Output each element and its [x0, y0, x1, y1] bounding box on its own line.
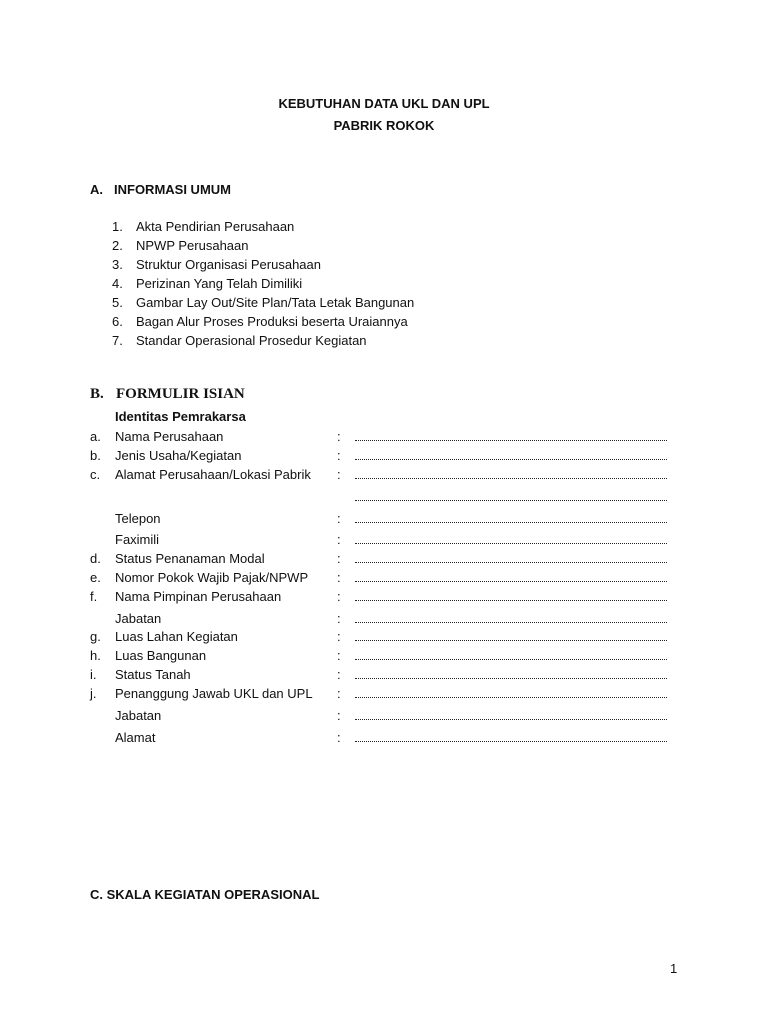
field-label: Nomor Pokok Wajib Pajak/NPWP [115, 570, 309, 585]
fill-in-blank[interactable] [355, 741, 667, 742]
field-letter: e. [90, 570, 101, 585]
list-item-number: 7. [112, 333, 123, 348]
fill-in-blank[interactable] [355, 719, 667, 720]
list-item-text: NPWP Perusahaan [136, 238, 249, 253]
section-a-letter: A. [90, 182, 103, 197]
page-number: 1 [670, 961, 678, 976]
field-colon: : [337, 708, 341, 723]
form-row [90, 647, 670, 665]
section-a-heading [90, 182, 231, 197]
field-label: Jenis Usaha/Kegiatan [115, 448, 242, 463]
field-label: Telepon [115, 511, 161, 526]
list-item-number: 5. [112, 295, 123, 310]
list-item [112, 217, 414, 236]
field-letter: i. [90, 667, 97, 682]
form-row [90, 685, 670, 703]
list-item-text: Bagan Alur Proses Produksi beserta Uraiannya [136, 314, 408, 329]
form-row [90, 588, 670, 606]
document-title: KEBUTUHAN DATA UKL DAN UPL [278, 96, 490, 111]
form-row [90, 569, 670, 587]
list-item-number: 1. [112, 219, 123, 234]
field-colon: : [337, 667, 341, 682]
form-row [90, 666, 670, 684]
field-colon: : [337, 629, 341, 644]
field-letter: g. [90, 629, 101, 644]
fill-in-blank[interactable] [355, 543, 667, 544]
fill-in-blank[interactable] [355, 478, 667, 479]
list-item-number: 2. [112, 238, 123, 253]
fill-in-blank[interactable] [355, 678, 667, 679]
list-item [112, 274, 414, 293]
fill-in-blank[interactable] [355, 659, 667, 660]
field-label: Alamat [115, 730, 156, 745]
field-colon: : [337, 429, 341, 444]
list-item [112, 236, 414, 255]
field-label: Luas Lahan Kegiatan [115, 629, 238, 644]
field-letter: d. [90, 551, 101, 566]
field-letter: c. [90, 467, 101, 482]
section-b-title: FORMULIR ISIAN [116, 386, 245, 402]
field-label: Nama Perusahaan [115, 429, 224, 444]
section-c-heading: C. SKALA KEGIATAN OPERASIONAL [90, 887, 320, 902]
list-item-text: Akta Pendirian Perusahaan [136, 219, 295, 234]
list-item-number: 6. [112, 314, 123, 329]
section-a-title: INFORMASI UMUM [114, 182, 231, 197]
list-item-number: 4. [112, 276, 123, 291]
form-row [90, 707, 670, 725]
document-subtitle: PABRIK ROKOK [333, 118, 435, 133]
field-label: Status Penanaman Modal [115, 551, 265, 566]
field-colon: : [337, 532, 341, 547]
section-b-heading [90, 386, 245, 403]
list-item-number: 3. [112, 257, 123, 272]
form-row [90, 610, 670, 628]
fill-in-blank[interactable] [355, 522, 667, 523]
form-row [90, 447, 670, 465]
field-colon: : [337, 551, 341, 566]
field-letter: h. [90, 648, 101, 663]
form-row-continuation [90, 488, 670, 506]
field-letter: a. [90, 429, 101, 444]
field-colon: : [337, 611, 341, 626]
field-letter: f. [90, 589, 98, 604]
list-item-text: Perizinan Yang Telah Dimiliki [136, 276, 303, 291]
fill-in-blank[interactable] [355, 562, 667, 563]
field-label: Luas Bangunan [115, 648, 207, 663]
field-colon: : [337, 570, 341, 585]
form-row [90, 466, 670, 484]
fill-in-blank[interactable] [355, 440, 667, 441]
list-item [112, 255, 414, 274]
field-colon: : [337, 589, 341, 604]
field-label: Alamat Perusahaan/Lokasi Pabrik [115, 467, 311, 482]
general-info-list [112, 217, 414, 350]
fill-in-blank[interactable] [355, 581, 667, 582]
field-label: Penanggung Jawab UKL dan UPL [115, 686, 313, 701]
form-row [90, 729, 670, 747]
field-label: Faximili [115, 532, 160, 547]
form-row [90, 510, 670, 528]
field-colon: : [337, 730, 341, 745]
field-colon: : [337, 448, 341, 463]
field-label: Nama Pimpinan Perusahaan [115, 589, 282, 604]
field-letter: b. [90, 448, 101, 463]
field-label: Jabatan [115, 708, 162, 723]
fill-in-blank[interactable] [355, 500, 667, 501]
fill-in-blank[interactable] [355, 622, 667, 623]
fill-in-blank[interactable] [355, 697, 667, 698]
form-row [90, 628, 670, 646]
fill-in-blank[interactable] [355, 640, 667, 641]
field-letter: j. [90, 686, 97, 701]
list-item-text: Struktur Organisasi Perusahaan [136, 257, 321, 272]
form-row [90, 550, 670, 568]
list-item-text: Standar Operasional Prosedur Kegiatan [136, 333, 367, 348]
field-colon: : [337, 511, 341, 526]
form-row [90, 531, 670, 549]
field-colon: : [337, 648, 341, 663]
form-row [90, 428, 670, 446]
list-item [112, 331, 414, 350]
fill-in-blank[interactable] [355, 600, 667, 601]
field-label: Jabatan [115, 611, 162, 626]
field-colon: : [337, 467, 341, 482]
section-b-subheading: Identitas Pemrakarsa [115, 409, 246, 424]
section-b-letter: B. [90, 386, 104, 402]
list-item [112, 293, 414, 312]
list-item [112, 312, 414, 331]
field-label: Status Tanah [115, 667, 191, 682]
field-colon: : [337, 686, 341, 701]
list-item-text: Gambar Lay Out/Site Plan/Tata Letak Bangunan [136, 295, 415, 310]
fill-in-blank[interactable] [355, 459, 667, 460]
